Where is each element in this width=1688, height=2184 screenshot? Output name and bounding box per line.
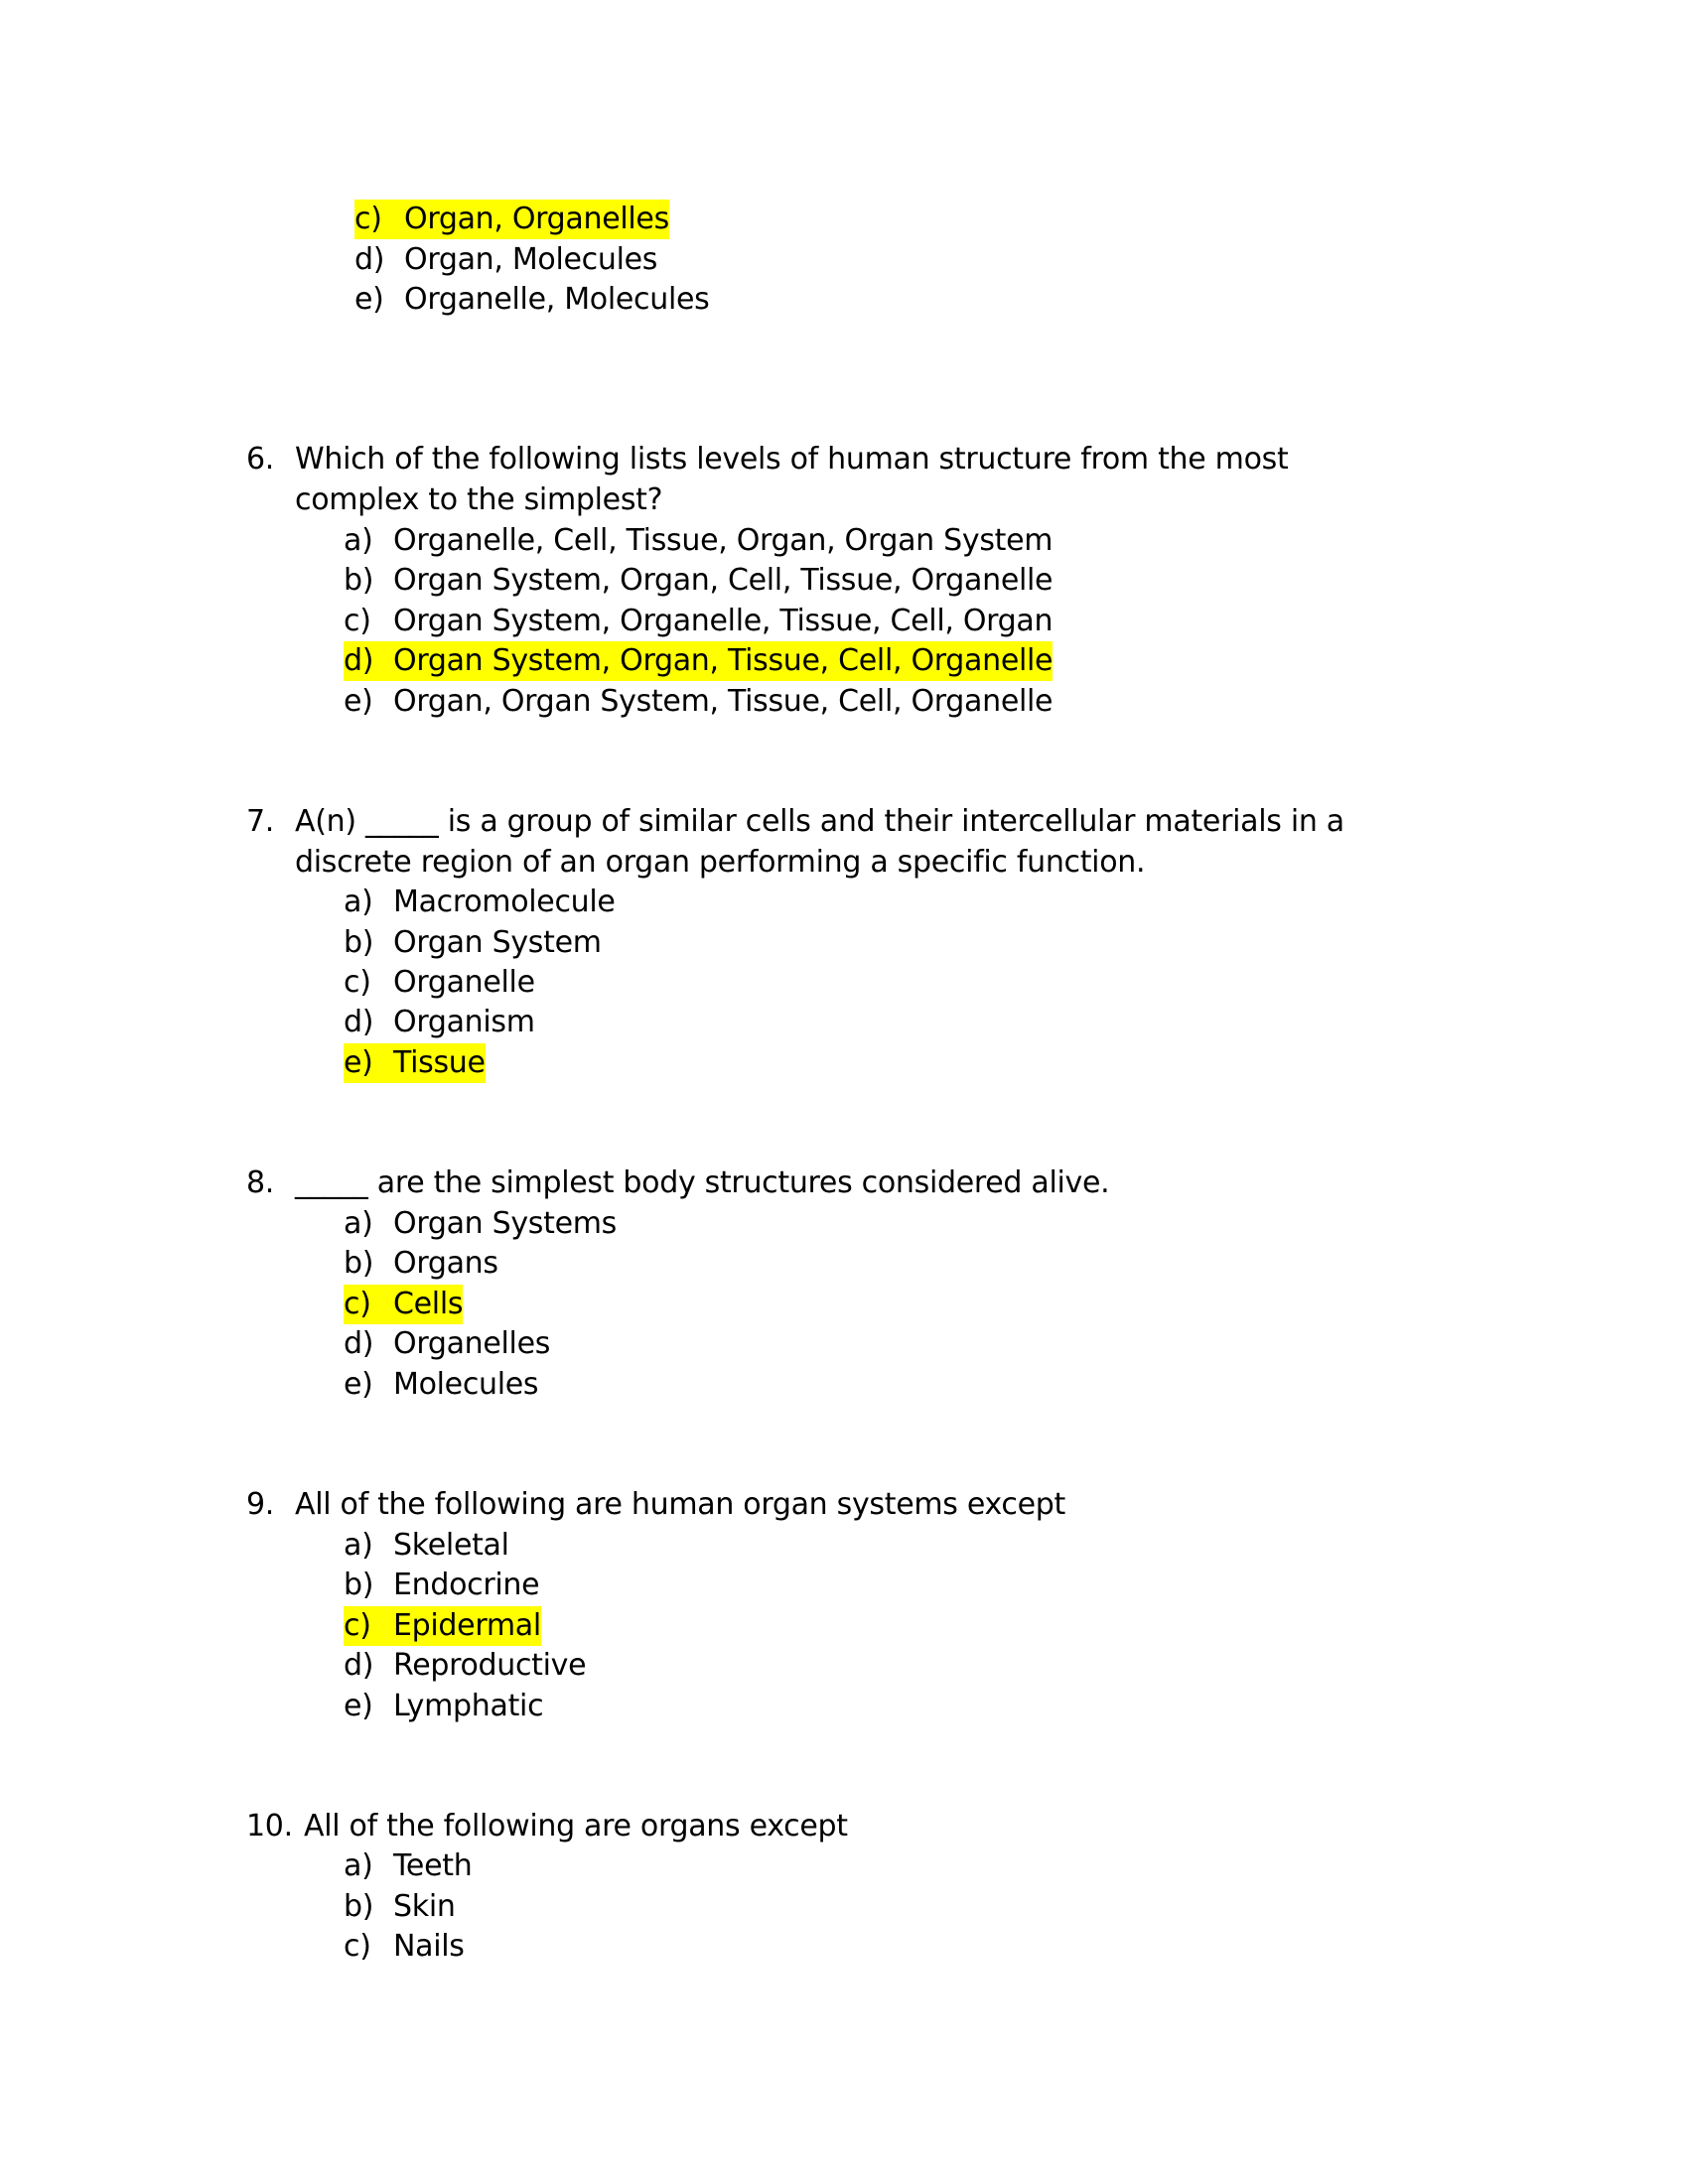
q5-option-e [354, 280, 709, 320]
option-c-correct [344, 1285, 463, 1324]
option-e [344, 1365, 538, 1405]
option-label: b) [344, 1889, 374, 1924]
question-text-line-1: A(n) _____ is a group of similar cells and their intercellular materials in a [295, 804, 1344, 839]
option-label: d) [344, 643, 374, 678]
option-text: Organ System, Organ, Cell, Tissue, Organelle [393, 563, 1054, 598]
option-b [344, 1244, 498, 1284]
option-c [344, 1927, 465, 1967]
option-label: c) [344, 965, 371, 1000]
option-label: a) [344, 1206, 373, 1241]
option-b [344, 1566, 539, 1605]
option-text: Organ, Organ System, Tissue, Cell, Organelle [393, 684, 1054, 719]
question-text-line-2: discrete region of an organ performing a specific function. [295, 845, 1146, 880]
option-text: Organs [393, 1246, 498, 1281]
option-e [344, 682, 1053, 722]
option-label: d) [354, 242, 385, 277]
option-label: d) [344, 1005, 374, 1039]
option-text: Organelles [393, 1326, 551, 1361]
option-c [344, 963, 535, 1003]
option-label: c) [344, 1287, 371, 1321]
option-text: Reproductive [393, 1648, 587, 1683]
q5-option-d [354, 240, 657, 280]
option-label: e) [354, 282, 384, 317]
question-text-line-1: Which of the following lists levels of human structure from the most [295, 442, 1289, 477]
option-text: Tissue [393, 1045, 486, 1080]
option-label: c) [344, 1608, 371, 1643]
question-number: 10. [246, 1809, 293, 1843]
question-number: 7. [246, 804, 275, 839]
option-text: Organism [393, 1005, 535, 1039]
option-label: a) [344, 523, 373, 558]
option-label: c) [344, 604, 371, 638]
question-number: 8. [246, 1165, 275, 1200]
option-b [344, 561, 1053, 601]
option-text: Cells [393, 1287, 464, 1321]
question-text-line-1: _____ are the simplest body structures considered alive. [295, 1165, 1110, 1200]
option-text: Macromolecule [393, 885, 616, 919]
option-text: Epidermal [393, 1608, 541, 1643]
question-text-line-2: complex to the simplest? [295, 482, 663, 517]
option-label: b) [344, 563, 374, 598]
option-text: Endocrine [393, 1568, 540, 1602]
option-d [344, 1646, 586, 1686]
option-label: e) [344, 1045, 373, 1080]
option-b [344, 923, 602, 963]
option-label: e) [344, 1367, 373, 1402]
option-text: Organ, Organelles [404, 202, 669, 236]
option-text: Organ System, Organelle, Tissue, Cell, Organ [393, 604, 1054, 638]
option-label: e) [344, 1689, 373, 1723]
option-c-correct [344, 1606, 541, 1646]
option-e-correct [344, 1043, 486, 1083]
option-text: Lymphatic [393, 1689, 544, 1723]
option-label: c) [344, 1929, 371, 1964]
option-text: Organelle, Molecules [404, 282, 710, 317]
option-label: e) [344, 684, 373, 719]
option-e [344, 1687, 543, 1726]
option-label: a) [344, 885, 373, 919]
option-b [344, 1887, 456, 1927]
question-text-line-1: All of the following are human organ systems except [295, 1487, 1065, 1522]
option-label: d) [344, 1326, 374, 1361]
option-text: Skeletal [393, 1528, 509, 1563]
option-label: d) [344, 1648, 374, 1683]
option-label: c) [354, 202, 382, 236]
option-d [344, 1003, 535, 1042]
option-label: a) [344, 1848, 373, 1883]
option-text: Skin [393, 1889, 456, 1924]
option-text: Teeth [393, 1848, 473, 1883]
option-a [344, 1846, 472, 1886]
option-label: b) [344, 1246, 374, 1281]
option-text: Molecules [393, 1367, 539, 1402]
option-label: b) [344, 925, 374, 960]
option-a [344, 1526, 509, 1566]
option-label: b) [344, 1568, 374, 1602]
q5-option-c [354, 200, 669, 239]
question-text-line-1: All of the following are organs except [304, 1809, 848, 1843]
option-a [344, 1204, 617, 1244]
option-d [344, 1324, 550, 1364]
option-label: a) [344, 1528, 373, 1563]
option-text: Organ System, Organ, Tissue, Cell, Organelle [393, 643, 1054, 678]
option-a [344, 883, 616, 922]
option-text: Nails [393, 1929, 465, 1964]
option-c [344, 602, 1053, 641]
option-text: Organelle, Cell, Tissue, Organ, Organ System [393, 523, 1054, 558]
option-d-correct [344, 641, 1053, 681]
option-text: Organelle [393, 965, 535, 1000]
question-number: 6. [246, 442, 275, 477]
question-number: 9. [246, 1487, 275, 1522]
option-text: Organ System [393, 925, 602, 960]
option-a [344, 521, 1053, 561]
option-text: Organ, Molecules [404, 242, 658, 277]
option-text: Organ Systems [393, 1206, 617, 1241]
